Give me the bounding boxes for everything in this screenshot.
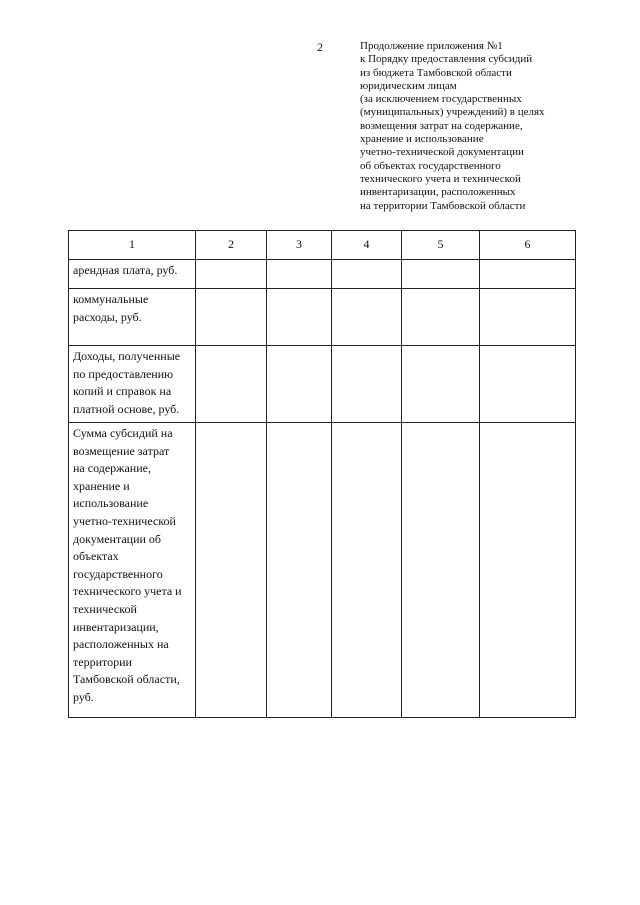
row-label-line: инвентаризации, [73,619,159,634]
row-label [69,423,196,718]
row-label-line: платной основе, руб. [73,401,180,416]
row-label-line: Сумма субсидий на [73,426,173,440]
header-line: на территории Тамбовской области [360,199,526,212]
table-header-row [69,231,576,260]
column-header: 4 [332,231,402,260]
header-line: инвентаризации, расположенных [360,186,516,199]
row-label-line: расходы, руб. [73,309,142,324]
table-cell [196,346,267,423]
row-label-line: по предоставлению [73,366,174,381]
table-cell [332,346,402,423]
row-label-line: арендная плата, руб. [73,263,178,277]
column-header: 5 [402,231,480,260]
table-cell [402,346,480,423]
table-cell [196,260,267,289]
header-line: из бюджета Тамбовской области [360,66,512,79]
header-line: (муниципальных) учреждений) в целях [360,106,545,119]
row-label [69,346,196,423]
row-label-line: объектах [73,549,119,564]
header-line: (за исключением государственных [360,93,522,106]
row-label-line: коммунальные [73,292,149,306]
column-header: 3 [267,231,332,260]
header-line: к Порядку предоставления субсидий [360,53,533,66]
row-label-line: копий и справок на [73,384,172,399]
row-label [69,260,196,289]
row-label-line: хранение и [73,478,130,493]
column-header: 6 [480,231,576,260]
header-line: возмещения затрат на содержание, [360,119,523,132]
row-label-line: технической [73,601,137,616]
row-label-line: Доходы, полученные [73,349,181,363]
header-line: хранение и использование [360,133,484,146]
table-cell [480,289,576,346]
table-cell [196,289,267,346]
row-label-line: документации об [73,531,162,546]
row-label-line: территории [73,654,132,669]
table-cell [267,260,332,289]
table-cell [267,423,332,718]
row-label-line: на содержание, [73,461,151,476]
row-label-line: использование [73,496,149,511]
table-cell [332,260,402,289]
row-label-line: государственного [73,566,163,581]
header-line: об объектах государственного [360,159,501,172]
table-cell [402,423,480,718]
row-label-line: расположенных на [73,637,169,652]
table-cell [402,260,480,289]
table-row [69,260,576,289]
header-line: юридическим лицам [360,79,457,92]
row-label-line: технического учета и [73,584,182,599]
table-cell [332,423,402,718]
table-cell [480,346,576,423]
row-label-line: учетно-технической [73,513,176,528]
table-cell [267,346,332,423]
table-cell [332,289,402,346]
row-label-line: руб. [73,689,94,704]
row-label-line: возмещение затрат [73,443,170,458]
table-cell [480,260,576,289]
table-row [69,289,576,346]
row-label-line: Тамбовской области, [73,672,180,687]
header-line: учетно-технической документации [360,146,524,159]
column-header: 2 [196,231,267,260]
table-cell [267,289,332,346]
page-number: 2 [317,40,323,54]
header-line: технического учета и технической [360,172,521,185]
table-cell [196,423,267,718]
column-header: 1 [69,231,196,260]
row-label [69,289,196,346]
header-line: Продолжение приложения №1 [360,40,503,52]
table-cell [402,289,480,346]
appendix-header [360,40,575,213]
table-row [69,346,576,423]
table-cell [480,423,576,718]
subsidy-table [68,230,576,718]
table-row [69,423,576,718]
